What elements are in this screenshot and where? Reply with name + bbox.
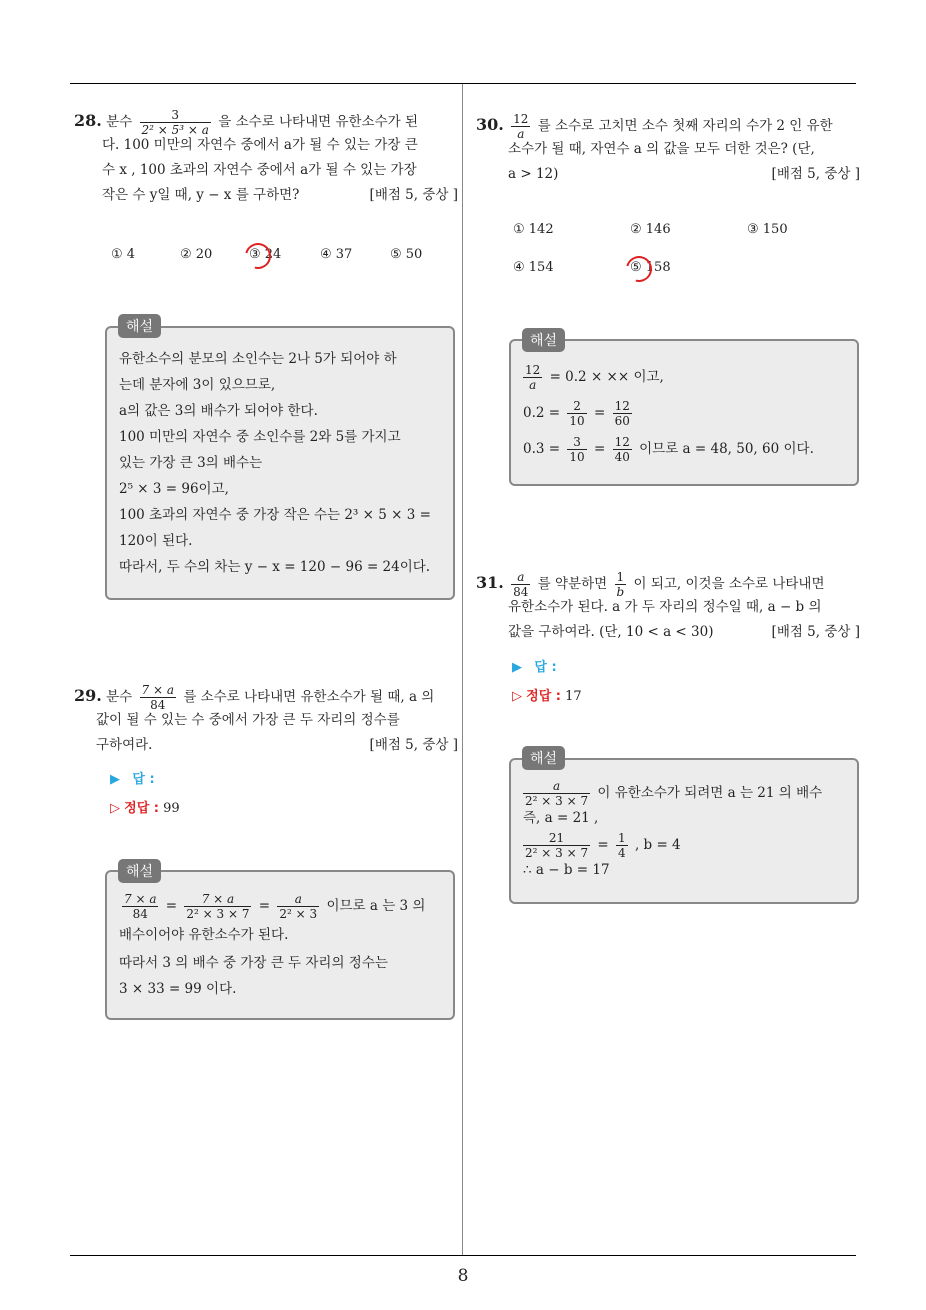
explanation-body bbox=[119, 886, 441, 1002]
question-30 bbox=[476, 112, 860, 187]
explanation-line: 0.2 = $\frac{2}{10}$ = $\frac{12}{60}$ bbox=[523, 399, 630, 428]
explanation-tag: 해설 bbox=[118, 314, 161, 338]
explanation-body bbox=[523, 359, 845, 467]
explanation-line: 100 초과의 자연수 중 가장 작은 수는 2³ × 5 × 3 = bbox=[119, 507, 431, 523]
bottom-rule bbox=[70, 1255, 856, 1256]
q31-explanation-box bbox=[509, 758, 859, 904]
correct-answer-row bbox=[110, 797, 180, 816]
explanation-equation: $\frac{7 \times a}{84}$ = $\frac{7 \times a}{\text{2² × 3 × 7}}$ = $\frac{a}{\text{2² × 3}}$ 이므로 a 는 3 의 bbox=[124, 892, 426, 921]
question-line: 을 소수로 나타내면 유한소수가 된 bbox=[218, 114, 418, 130]
answer-mark-circle bbox=[240, 238, 276, 274]
explanation-line: 유한소수의 분모의 소인수는 2나 5가 되어야 하 bbox=[119, 351, 397, 367]
fraction: $\frac{3}{\text{2² × 5³ × a}}$ bbox=[141, 108, 209, 137]
answer-row bbox=[110, 768, 155, 787]
question-line: 값이 될 수 있는 수 중에서 가장 큰 두 자리의 정수를 bbox=[96, 712, 400, 728]
question-number: 30. bbox=[476, 115, 504, 134]
answer-mark-circle bbox=[621, 251, 657, 287]
explanation-line: 100 미만의 자연수 중 소인수를 2와 5를 가지고 bbox=[119, 429, 401, 445]
choice-3[interactable]: ③ 24 bbox=[249, 247, 282, 262]
explanation-line: 0.3 = $\frac{3}{10}$ = $\frac{12}{40}$ 이므로 a = 48, 50, 60 이다. bbox=[523, 435, 814, 464]
explanation-body bbox=[119, 346, 441, 580]
explanation-line: 따라서, 두 수의 차는 y − x = 120 − 96 = 24이다. bbox=[119, 559, 431, 575]
question-line: 를 소수로 고치면 소수 첫째 자리의 수가 2 인 유한 bbox=[537, 118, 833, 134]
choice-2[interactable]: ② 146 bbox=[630, 222, 671, 237]
prefix-text: 분수 bbox=[106, 114, 133, 130]
fraction: $\frac{a}{84}$ bbox=[513, 570, 529, 599]
question-text: 를 약분하면 bbox=[537, 576, 608, 592]
choice-4[interactable]: ④ 37 bbox=[320, 247, 353, 262]
fraction: $\frac{12}{a}$ bbox=[513, 112, 529, 141]
question-line: 소수가 될 때, 자연수 a 의 값을 모두 더한 것은? (단, bbox=[508, 141, 815, 157]
explanation-tag: 해설 bbox=[522, 328, 565, 352]
correct-value: 17 bbox=[565, 689, 582, 704]
q29-explanation-box bbox=[105, 870, 455, 1020]
fraction: $\frac{7 \times a}{84}$ bbox=[141, 683, 175, 712]
play-triangle-icon: ▶ bbox=[512, 660, 522, 675]
choice-4[interactable]: ④ 154 bbox=[513, 260, 554, 275]
score-label: [배점 5, 중상 ] bbox=[771, 166, 860, 182]
explanation-line: 3 × 33 = 99 이다. bbox=[119, 981, 237, 997]
page-number: 8 bbox=[457, 1266, 469, 1286]
question-number: 31. bbox=[476, 573, 504, 592]
explanation-line: 배수이어야 유한소수가 된다. bbox=[119, 927, 289, 943]
question-line: 이 되고, 이것을 소수로 나타내면 bbox=[633, 576, 825, 592]
explanation-line: 즉, a = 21 , bbox=[523, 810, 599, 826]
q28-explanation-box bbox=[105, 326, 455, 600]
choice-5[interactable]: ⑤ 158 bbox=[630, 260, 671, 275]
question-line: 다. 100 미만의 자연수 중에서 a가 될 수 있는 가장 큰 bbox=[102, 137, 418, 153]
top-rule bbox=[70, 83, 856, 84]
question-number: 28. bbox=[74, 111, 102, 130]
prefix-text: 분수 bbox=[106, 689, 133, 705]
play-triangle-icon: ▶ bbox=[110, 772, 120, 787]
correct-label: 정답 : bbox=[526, 689, 561, 704]
score-label: [배점 5, 중상 ] bbox=[369, 737, 458, 753]
question-31 bbox=[476, 570, 860, 645]
question-line: 를 소수로 나타내면 유한소수가 될 때, a 의 bbox=[183, 689, 435, 705]
question-line-last: 값을 구하여라. (단, 10 < a < 30) [배점 5, 중상 ] bbox=[476, 620, 860, 645]
explanation-line: 120이 된다. bbox=[119, 533, 193, 549]
question-line-last: a > 12) [배점 5, 중상 ] bbox=[476, 162, 860, 187]
question-28 bbox=[74, 108, 458, 208]
question-line-last: 작은 수 y일 때, y − x 를 구하면? [배점 5, 중상 ] bbox=[74, 183, 458, 208]
fraction: $\frac{1}{b}$ bbox=[616, 570, 625, 599]
explanation-line: $\frac{a}{\text{2² × 3 × 7}}$ 이 유한소수가 되려면 a 는 21 의 배수 bbox=[525, 779, 823, 808]
explanation-tag: 해설 bbox=[118, 859, 161, 883]
explanation-line: ∴ a − b = 17 bbox=[523, 862, 610, 878]
outline-triangle-icon: ▷ bbox=[512, 689, 522, 704]
answer-label: 답 : bbox=[534, 660, 557, 675]
score-label: [배점 5, 중상 ] bbox=[369, 187, 458, 203]
answer-label: 답 : bbox=[132, 772, 155, 787]
choice-2[interactable]: ② 20 bbox=[180, 247, 213, 262]
question-line-last: 구하여라. [배점 5, 중상 ] bbox=[74, 733, 458, 758]
explanation-line: $\frac{12}{a}$ = 0.2 × ×× 이고, bbox=[525, 363, 664, 392]
explanation-line: 2⁵ × 3 = 96이고, bbox=[119, 481, 229, 497]
q30-explanation-box bbox=[509, 339, 859, 486]
column-divider bbox=[462, 84, 463, 1256]
question-line: 유한소수가 된다. a 가 두 자리의 정수일 때, a − b 의 bbox=[508, 599, 822, 615]
correct-answer-row bbox=[512, 685, 582, 704]
outline-triangle-icon: ▷ bbox=[110, 801, 120, 816]
explanation-line: 따라서 3 의 배수 중 가장 큰 두 자리의 정수는 bbox=[119, 955, 388, 971]
correct-label: 정답 : bbox=[124, 801, 159, 816]
explanation-line: a의 값은 3의 배수가 되어야 한다. bbox=[119, 403, 318, 419]
choice-1[interactable]: ① 4 bbox=[111, 247, 136, 262]
explanation-line: 있는 가장 큰 3의 배수는 bbox=[119, 455, 263, 471]
question-29 bbox=[74, 683, 458, 758]
explanation-body bbox=[523, 776, 845, 878]
answer-row bbox=[512, 656, 557, 675]
explanation-line: 는데 분자에 3이 있으므로, bbox=[119, 377, 276, 393]
choice-5[interactable]: ⑤ 50 bbox=[390, 247, 423, 262]
question-line: 수 x , 100 초과의 자연수 중에서 a가 될 수 있는 가장 bbox=[102, 162, 417, 178]
question-number: 29. bbox=[74, 686, 102, 705]
choice-1[interactable]: ① 142 bbox=[513, 222, 554, 237]
explanation-tag: 해설 bbox=[522, 746, 565, 770]
explanation-line: $\frac{21}{\text{2² × 3 × 7}}$ = $\frac{1}{4}$ , b = 4 bbox=[525, 831, 681, 860]
correct-value: 99 bbox=[163, 801, 180, 816]
score-label: [배점 5, 중상 ] bbox=[771, 624, 860, 640]
choice-3[interactable]: ③ 150 bbox=[747, 222, 788, 237]
